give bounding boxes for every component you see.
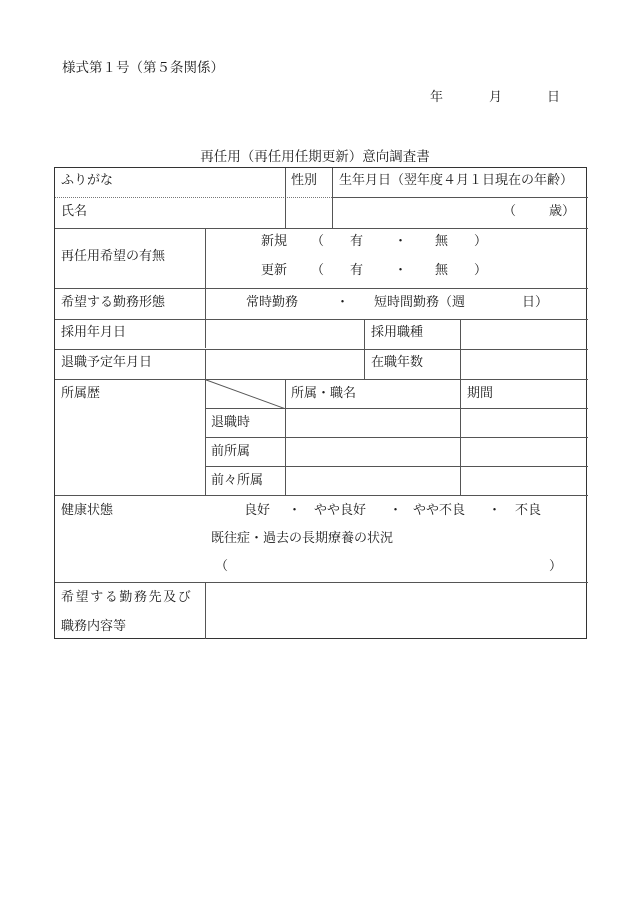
history-header-diagonal: [205, 379, 285, 409]
row-line: [55, 288, 588, 289]
health-label: 健康状態: [61, 503, 114, 518]
medical-history-label: 既往症・過去の長期療養の状況: [211, 531, 394, 546]
row-line: [205, 466, 588, 467]
desired-place-label-line1: 希望する勤務先及び: [61, 590, 193, 605]
col-line: [285, 379, 286, 495]
form-number: 様式第１号（第５条関係）: [62, 60, 224, 76]
row-line: [55, 349, 588, 350]
health-separator: ・: [389, 503, 403, 518]
age-open-paren: （: [503, 204, 517, 219]
parttime-day-label: 日）: [522, 295, 549, 310]
renew-no-option: 無: [435, 263, 449, 278]
furigana-label: ふりがな: [61, 173, 114, 188]
row-line: [55, 495, 588, 496]
date-year-label: 年: [430, 90, 444, 105]
health-separator: ・: [488, 503, 502, 518]
history-label: 所属歴: [61, 386, 101, 401]
birthdate-label: 生年月日（翌年度４月１日現在の年齢）: [339, 173, 574, 188]
col-line: [460, 319, 461, 379]
history-prev2-label: 前々所属: [211, 473, 264, 488]
history-prev-label: 前所属: [211, 444, 251, 459]
renew-yes-option: 有: [350, 263, 364, 278]
col-line: [205, 379, 206, 495]
date-day-label: 日: [547, 90, 561, 105]
reappoint-label: 再任用希望の有無: [61, 249, 166, 264]
years-service-label: 在職年数: [371, 355, 424, 370]
health-good-option: 良好: [244, 503, 271, 518]
renew-open-paren: （: [311, 263, 325, 278]
renew-separator: ・: [394, 263, 408, 278]
new-open-paren: （: [311, 234, 325, 249]
health-poor-option: 不良: [515, 503, 542, 518]
hire-type-label: 採用職種: [371, 325, 424, 340]
col-line: [205, 228, 206, 348]
renew-label: 更新: [261, 263, 288, 278]
row-line: [205, 408, 588, 409]
fulltime-option: 常時勤務: [246, 295, 299, 310]
row-line: [55, 582, 588, 583]
medical-open-paren: （: [215, 559, 229, 574]
gender-label: 性別: [291, 173, 318, 188]
col-line: [364, 319, 365, 379]
renew-close-paren: ）: [474, 263, 488, 278]
history-col-dept: 所属・職名: [291, 386, 357, 401]
retire-date-label: 退職予定年月日: [61, 355, 153, 370]
row-line: [55, 319, 588, 320]
document-title: 再任用（再任用任期更新）意向調査書: [200, 149, 430, 165]
age-label: 歳）: [549, 204, 576, 219]
new-yes-option: 有: [350, 234, 364, 249]
new-no-option: 無: [435, 234, 449, 249]
new-close-paren: ）: [474, 234, 488, 249]
row-line: [332, 197, 588, 198]
desired-place-label-line2: 職務内容等: [61, 619, 127, 634]
row-line: [55, 228, 588, 229]
row-line: [205, 437, 588, 438]
history-col-period: 期間: [467, 386, 494, 401]
parttime-option: 短時間勤務（週: [374, 295, 466, 310]
date-month-label: 月: [489, 90, 503, 105]
health-somewhat-poor-option: やや不良: [413, 503, 466, 518]
col-line: [205, 582, 206, 639]
hire-date-label: 採用年月日: [61, 325, 127, 340]
health-separator: ・: [288, 503, 302, 518]
new-separator: ・: [394, 234, 408, 249]
col-line: [332, 168, 333, 228]
survey-form-table: [54, 167, 587, 639]
health-fair-option: やや良好: [314, 503, 367, 518]
medical-close-paren: ）: [549, 559, 563, 574]
work-form-label: 希望する勤務形態: [61, 295, 166, 310]
col-line: [460, 379, 461, 495]
furigana-divider: [55, 197, 332, 198]
work-form-separator: ・: [336, 295, 350, 310]
new-label: 新規: [261, 234, 288, 249]
history-retire-label: 退職時: [211, 415, 251, 430]
row-line: [55, 379, 588, 380]
col-line: [285, 168, 286, 228]
name-label: 氏名: [61, 204, 88, 219]
